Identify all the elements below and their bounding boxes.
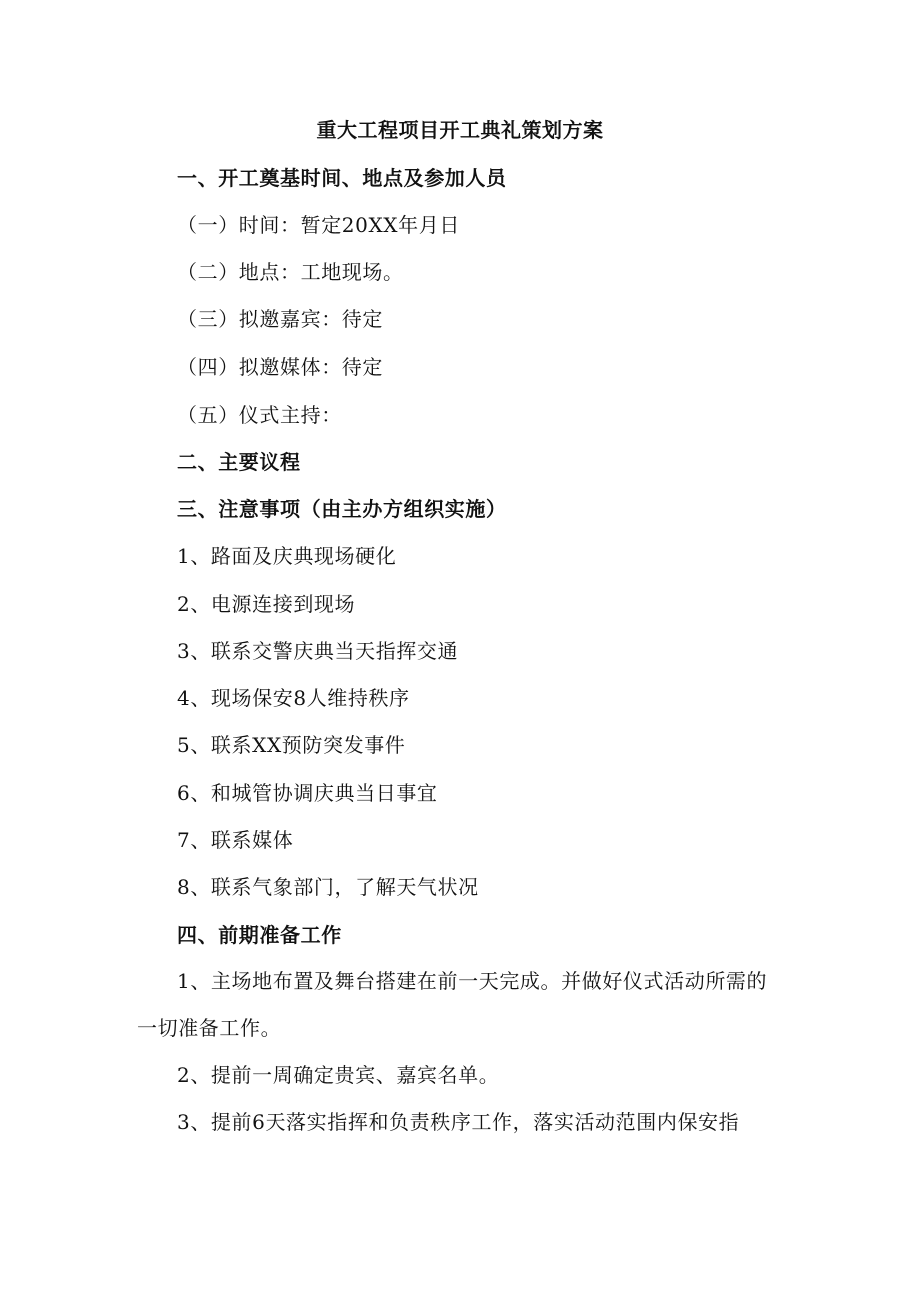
section-1-item: （一）时间：暂定20XX年月日: [177, 213, 460, 237]
section-3-item: 2、电源连接到现场: [177, 592, 356, 616]
section-3-item: 3、联系交警庆典当天指挥交通: [177, 639, 459, 663]
section-4-paragraph: 2、提前一周确定贵宾、嘉宾名单。: [177, 1063, 500, 1087]
section-1-heading: 一、开工奠基时间、地点及参加人员: [177, 166, 507, 190]
section-3-item: 8、联系气象部门，了解天气状况: [177, 875, 479, 899]
document-title: 重大工程项目开工典礼策划方案: [316, 118, 604, 142]
section-3-item: 7、联系媒体: [177, 828, 294, 852]
section-3-item: 6、和城管协调庆典当日事宜: [177, 781, 438, 805]
section-3-heading: 三、注意事项（由主办方组织实施）: [177, 497, 507, 521]
section-3-item: 1、路面及庆典现场硬化: [177, 544, 397, 568]
section-1-item: （五）仪式主持：: [177, 403, 342, 427]
section-3-item: 4、现场保安8人维持秩序: [177, 686, 410, 710]
section-4-heading: 四、前期准备工作: [177, 923, 342, 947]
section-3-item: 5、联系XX预防突发事件: [177, 733, 406, 757]
section-2-heading: 二、主要议程: [177, 450, 301, 474]
section-4-paragraph: 1、主场地布置及舞台搭建在前一天完成。并做好仪式活动所需的一切准备工作。: [137, 969, 768, 1040]
section-4-paragraph: 3、提前6天落实指挥和负责秩序工作，落实活动范围内保安指: [177, 1110, 740, 1134]
section-1-item: （三）拟邀嘉宾：待定: [177, 307, 383, 331]
section-1-item: （二）地点：工地现场。: [177, 260, 404, 284]
section-1-item: （四）拟邀媒体：待定: [177, 355, 383, 379]
